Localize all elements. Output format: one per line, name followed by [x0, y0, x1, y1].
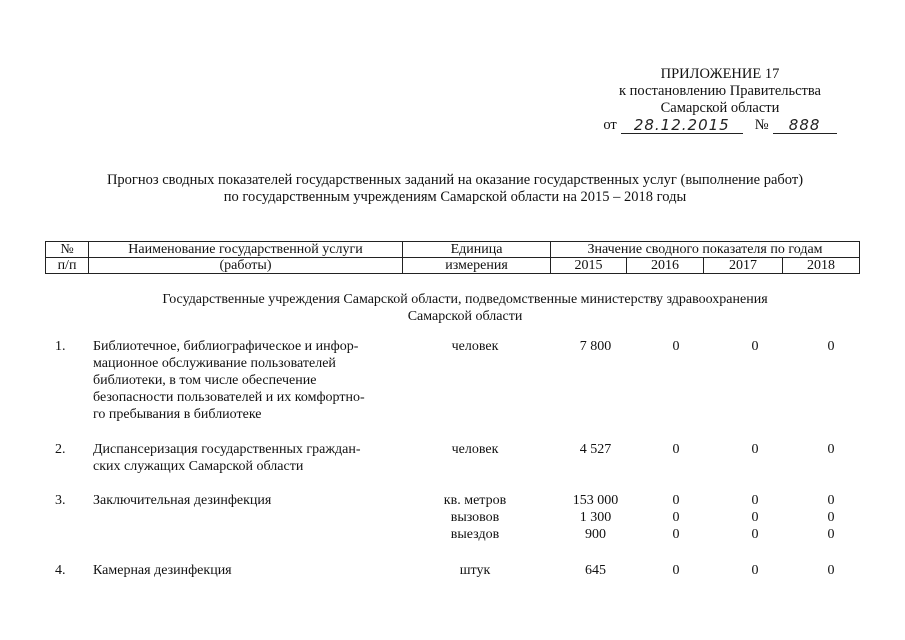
value-2017: [715, 441, 795, 458]
value-2018: [795, 441, 867, 458]
document-title-line-1: Прогноз сводных показателей государственных заданий на оказание государственных услуг (выполнение работ): [106, 172, 804, 188]
cell-value: 0: [827, 493, 835, 508]
row-number: 3.: [55, 493, 66, 508]
cell-value: 0: [751, 527, 759, 542]
unit-of-measure: [415, 338, 535, 355]
service-name-line: библиотеки, в том числе обеспечение: [93, 373, 317, 388]
section-heading-line-2: Самарской области: [407, 309, 523, 324]
service-name-line: Библиотечное, библиографическое и инфор-: [93, 339, 359, 354]
number-label: №: [754, 117, 769, 133]
header-year-2015: 2015: [551, 258, 627, 274]
unit-value: штук: [459, 563, 491, 578]
cell-value: 0: [827, 510, 835, 525]
unit-of-measure: [415, 441, 535, 458]
cell-value: 900: [585, 527, 606, 542]
cell-value: 0: [672, 339, 680, 354]
unit-value: вызовов: [450, 510, 500, 525]
row-number: 1.: [55, 339, 66, 354]
header-year-2016: 2016: [627, 258, 704, 274]
appendix-line-1: к постановлению Правительства: [619, 83, 821, 99]
cell-value: 0: [827, 442, 835, 457]
unit-value: кв. метров: [443, 493, 507, 508]
header-unit-bottom: измерения: [403, 258, 551, 274]
service-name-line: Диспансеризация государственных граждан-: [93, 442, 361, 457]
cell-value: 0: [751, 563, 759, 578]
header-year-2017: 2017: [704, 258, 783, 274]
section-heading: [90, 291, 840, 325]
header-unit-top: Единица: [403, 242, 551, 258]
cell-value: 0: [672, 563, 680, 578]
cell-value: 0: [827, 527, 835, 542]
header-num-bottom: п/п: [46, 258, 89, 274]
value-2018: [795, 562, 867, 579]
handwritten-number: 888: [773, 118, 837, 134]
cell-value: 1 300: [579, 510, 612, 525]
value-2016: [640, 441, 712, 458]
service-name: [93, 492, 396, 509]
cell-value: 0: [751, 442, 759, 457]
unit-value: человек: [451, 339, 499, 354]
cell-value: 0: [672, 493, 680, 508]
value-2017: [715, 492, 795, 543]
service-name: [93, 338, 396, 423]
document-title-line-2: по государственным учреждениям Самарской области на 2015 – 2018 годы: [223, 189, 687, 205]
value-2015: [548, 562, 643, 579]
cell-value: 153 000: [572, 493, 619, 508]
header-values-title: Значение сводного показателя по годам: [551, 242, 860, 258]
cell-value: 7 800: [579, 339, 612, 354]
unit-value: человек: [451, 442, 499, 457]
service-name: [93, 441, 396, 475]
cell-value: 4 527: [579, 442, 612, 457]
cell-value: 645: [585, 563, 606, 578]
row-number: 4.: [55, 563, 66, 578]
value-2015: [548, 492, 643, 543]
service-name: [93, 562, 396, 579]
unit-value: выездов: [450, 527, 500, 542]
appendix-block: [560, 66, 880, 134]
service-name-line: ских служащих Самарской области: [93, 459, 304, 474]
cell-value: 0: [751, 339, 759, 354]
header-num-top: №: [46, 242, 89, 258]
cell-value: 0: [751, 493, 759, 508]
header-name-top: Наименование государственной услуги: [89, 242, 403, 258]
service-name-line: го пребывания в библиотеке: [93, 407, 262, 422]
section-heading-line-1: Государственные учреждения Самарской области, подведомственные министерству здравоохранения: [162, 292, 768, 307]
cell-value: 0: [672, 442, 680, 457]
value-2016: [640, 338, 712, 355]
value-2018: [795, 338, 867, 355]
table-header: [45, 241, 860, 274]
header-name-bottom: (работы): [89, 258, 403, 274]
appendix-title: ПРИЛОЖЕНИЕ 17: [660, 66, 780, 82]
value-2015: [548, 441, 643, 458]
document-title: [40, 172, 870, 206]
cell-value: 0: [672, 527, 680, 542]
appendix-line-2: Самарской области: [660, 100, 780, 116]
row-number: 2.: [55, 442, 66, 457]
handwritten-date: 28.12.2015: [621, 118, 743, 134]
unit-of-measure: [415, 562, 535, 579]
cell-value: 0: [827, 339, 835, 354]
value-2018: [795, 492, 867, 543]
value-2015: [548, 338, 643, 355]
cell-value: 0: [751, 510, 759, 525]
value-2017: [715, 338, 795, 355]
unit-of-measure: [415, 492, 535, 543]
appendix-dateline: [560, 117, 880, 134]
cell-value: 0: [672, 510, 680, 525]
service-name-line: безопасности пользователей и их комфортно-: [93, 390, 365, 405]
from-label: от: [603, 117, 617, 133]
value-2016: [640, 492, 712, 543]
service-name-line: Заключительная дезинфекция: [93, 493, 272, 508]
value-2016: [640, 562, 712, 579]
value-2017: [715, 562, 795, 579]
service-name-line: Камерная дезинфекция: [93, 563, 232, 578]
header-year-2018: 2018: [783, 258, 860, 274]
service-name-line: мационное обслуживание пользователей: [93, 356, 336, 371]
cell-value: 0: [827, 563, 835, 578]
